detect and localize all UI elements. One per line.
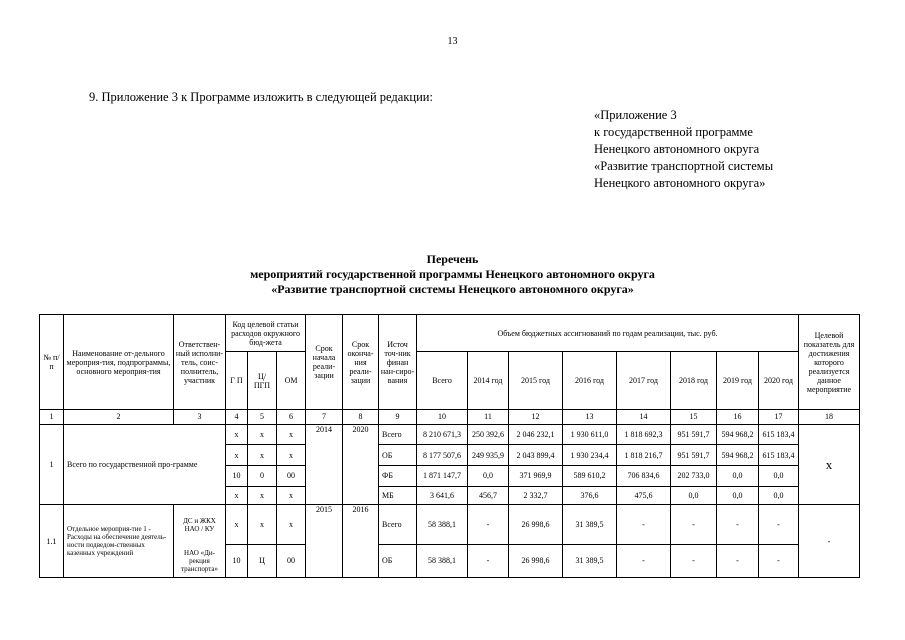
annex-line: «Приложение 3 bbox=[594, 108, 677, 122]
column-number: 2 bbox=[64, 410, 174, 424]
column-number: 11 bbox=[468, 410, 509, 424]
cell-value: 951 591,7 bbox=[671, 424, 717, 445]
cell-om: х bbox=[277, 505, 306, 544]
header-total: Всего bbox=[417, 352, 468, 410]
cell-value: 371 969,9 bbox=[509, 466, 563, 487]
column-number: 7 bbox=[306, 410, 343, 424]
cell-value: 615 183,4 bbox=[759, 445, 799, 466]
heading-line: Перечень bbox=[426, 252, 479, 266]
header-start: Срок начала реали-зации bbox=[306, 315, 343, 410]
cell-value: 2 332,7 bbox=[509, 486, 563, 505]
cell-value: - bbox=[671, 544, 717, 577]
cell-value: - bbox=[468, 544, 509, 577]
annex-reference bbox=[594, 107, 773, 192]
cell-source: ФБ bbox=[379, 466, 417, 487]
column-number: 10 bbox=[417, 410, 468, 424]
annex-line: Ненецкого автономного округа» bbox=[594, 176, 766, 190]
column-number: 16 bbox=[717, 410, 759, 424]
cell-value: 58 388,1 bbox=[417, 505, 468, 544]
cell-om: 00 bbox=[277, 544, 306, 577]
header-volume: Объем бюджетных ассигнований по годам реализации, тыс. руб. bbox=[417, 315, 799, 352]
cell-end-year: 2020 bbox=[343, 424, 379, 505]
header-responsible: Ответствен-ный исполни-тель, соис-полнитель, участник bbox=[174, 315, 226, 410]
header-gp: Г П bbox=[226, 352, 248, 410]
cell-value: 951 591,7 bbox=[671, 445, 717, 466]
column-number: 9 bbox=[379, 410, 417, 424]
header-year: 2014 год bbox=[468, 352, 509, 410]
cell-value: 0,0 bbox=[759, 486, 799, 505]
cell-value: 456,7 bbox=[468, 486, 509, 505]
header-year: 2018 год bbox=[671, 352, 717, 410]
annex-line: к государственной программе bbox=[594, 125, 753, 139]
cell-value: - bbox=[617, 544, 671, 577]
cell-value: 1 930 234,4 bbox=[563, 445, 617, 466]
cell-value: 2 043 899,4 bbox=[509, 445, 563, 466]
cell-value: 0,0 bbox=[717, 486, 759, 505]
header-pgp: Ц/ ПГП bbox=[248, 352, 277, 410]
cell-value: 26 998,6 bbox=[509, 505, 563, 544]
cell-source: Всего bbox=[379, 424, 417, 445]
cell-gp: х bbox=[226, 486, 248, 505]
cell-value: - bbox=[759, 544, 799, 577]
column-number: 3 bbox=[174, 410, 226, 424]
cell-source: МБ bbox=[379, 486, 417, 505]
cell-responsible: НАО «Ди-рекция транспорта» bbox=[174, 544, 226, 577]
header-name: Наименование от-дельного мероприя-тия, подпрограммы, основного мероприя-тия bbox=[64, 315, 174, 410]
cell-value: 594 968,2 bbox=[717, 445, 759, 466]
cell-value: 8 177 507,6 bbox=[417, 445, 468, 466]
cell-start-year: 2015 bbox=[306, 505, 343, 578]
cell-om: х bbox=[277, 424, 306, 445]
header-code: Код целевой статьи расходов окружного бюд-жета bbox=[226, 315, 306, 352]
cell-value: - bbox=[759, 505, 799, 544]
heading-line: мероприятий государственной программы Ненецкого автономного округа bbox=[250, 267, 655, 281]
cell-gp: 10 bbox=[226, 466, 248, 487]
column-number: 17 bbox=[759, 410, 799, 424]
cell-pgp: х bbox=[248, 486, 277, 505]
row-number: 1 bbox=[40, 424, 64, 505]
header-year: 2017 год bbox=[617, 352, 671, 410]
header-year: 2020 год bbox=[759, 352, 799, 410]
header-end: Срок оконча-ния реали-зации bbox=[343, 315, 379, 410]
cell-value: 2 046 232,1 bbox=[509, 424, 563, 445]
cell-value: - bbox=[468, 505, 509, 544]
cell-value: - bbox=[717, 505, 759, 544]
cell-value: 475,6 bbox=[617, 486, 671, 505]
cell-pgp: Ц bbox=[248, 544, 277, 577]
cell-value: 376,6 bbox=[563, 486, 617, 505]
cell-value: 58 388,1 bbox=[417, 544, 468, 577]
instruction-text: 9. Приложение 3 к Программе изложить в следующей редакции: bbox=[89, 90, 433, 104]
cell-start-year: 2014 bbox=[306, 424, 343, 505]
header-num: № п/ п bbox=[40, 315, 64, 410]
cell-value: 1 818 216,7 bbox=[617, 445, 671, 466]
column-number: 13 bbox=[563, 410, 617, 424]
measures-table bbox=[39, 314, 860, 578]
column-number: 6 bbox=[277, 410, 306, 424]
cell-value: 31 389,5 bbox=[563, 544, 617, 577]
cell-gp: х bbox=[226, 445, 248, 466]
cell-gp: х bbox=[226, 505, 248, 544]
header-target: Целевой показатель для достижения которого реализуется данное мероприятие bbox=[799, 315, 860, 410]
cell-end-year: 2016 bbox=[343, 505, 379, 578]
cell-pgp: х bbox=[248, 505, 277, 544]
column-number: 4 bbox=[226, 410, 248, 424]
cell-value: 589 610,2 bbox=[563, 466, 617, 487]
column-number: 14 bbox=[617, 410, 671, 424]
cell-value: 594 968,2 bbox=[717, 424, 759, 445]
page-number: 13 bbox=[447, 36, 458, 47]
cell-pgp: х bbox=[248, 445, 277, 466]
cell-value: - bbox=[617, 505, 671, 544]
cell-source: ОБ bbox=[379, 544, 417, 577]
cell-gp: 10 bbox=[226, 544, 248, 577]
cell-value: - bbox=[717, 544, 759, 577]
column-number: 8 bbox=[343, 410, 379, 424]
column-number: 5 bbox=[248, 410, 277, 424]
table-row bbox=[40, 424, 860, 445]
cell-responsible: ДС и ЖКХ НАО / КУ bbox=[174, 505, 226, 544]
header-year: 2019 год bbox=[717, 352, 759, 410]
cell-om: х bbox=[277, 486, 306, 505]
row-name: Отдельное мероприя-тие 1 - Расходы на обеспечение деятель-ности подведом-ственных казенных учреждений bbox=[64, 505, 174, 578]
cell-source: ОБ bbox=[379, 445, 417, 466]
cell-pgp: 0 bbox=[248, 466, 277, 487]
cell-value: 0,0 bbox=[671, 486, 717, 505]
cell-source: Всего bbox=[379, 505, 417, 544]
cell-value: 0,0 bbox=[717, 466, 759, 487]
column-number: 18 bbox=[799, 410, 860, 424]
cell-target: x bbox=[799, 424, 860, 505]
cell-pgp: х bbox=[248, 424, 277, 445]
cell-value: 3 641,6 bbox=[417, 486, 468, 505]
heading-line: «Развитие транспортной системы Ненецкого автономного округа» bbox=[271, 282, 634, 296]
cell-value: 615 183,4 bbox=[759, 424, 799, 445]
header-year: 2016 год bbox=[563, 352, 617, 410]
cell-gp: х bbox=[226, 424, 248, 445]
document-heading bbox=[0, 252, 905, 297]
column-number: 15 bbox=[671, 410, 717, 424]
row-name: Всего по государственной про-грамме bbox=[64, 424, 226, 505]
row-number: 1.1 bbox=[40, 505, 64, 578]
cell-value: 249 935,9 bbox=[468, 445, 509, 466]
cell-value: 706 834,6 bbox=[617, 466, 671, 487]
cell-value: 0,0 bbox=[468, 466, 509, 487]
cell-value: 31 389,5 bbox=[563, 505, 617, 544]
column-number: 12 bbox=[509, 410, 563, 424]
cell-value: 26 998,6 bbox=[509, 544, 563, 577]
cell-value: 0,0 bbox=[759, 466, 799, 487]
cell-om: х bbox=[277, 445, 306, 466]
cell-value: 202 733,0 bbox=[671, 466, 717, 487]
table-row bbox=[40, 505, 860, 544]
cell-value: - bbox=[671, 505, 717, 544]
column-number: 1 bbox=[40, 410, 64, 424]
annex-line: Ненецкого автономного округа bbox=[594, 142, 760, 156]
cell-value: 250 392,6 bbox=[468, 424, 509, 445]
cell-value: 1 871 147,7 bbox=[417, 466, 468, 487]
header-om: ОМ bbox=[277, 352, 306, 410]
annex-line: «Развитие транспортной системы bbox=[594, 159, 774, 173]
cell-value: 1 930 611,0 bbox=[563, 424, 617, 445]
cell-om: 00 bbox=[277, 466, 306, 487]
header-year: 2015 год bbox=[509, 352, 563, 410]
cell-value: 1 818 692,3 bbox=[617, 424, 671, 445]
cell-target: - bbox=[799, 505, 860, 578]
header-source: Источ точ-ник финан нан-сиро-вания bbox=[379, 315, 417, 410]
cell-value: 8 210 671,3 bbox=[417, 424, 468, 445]
